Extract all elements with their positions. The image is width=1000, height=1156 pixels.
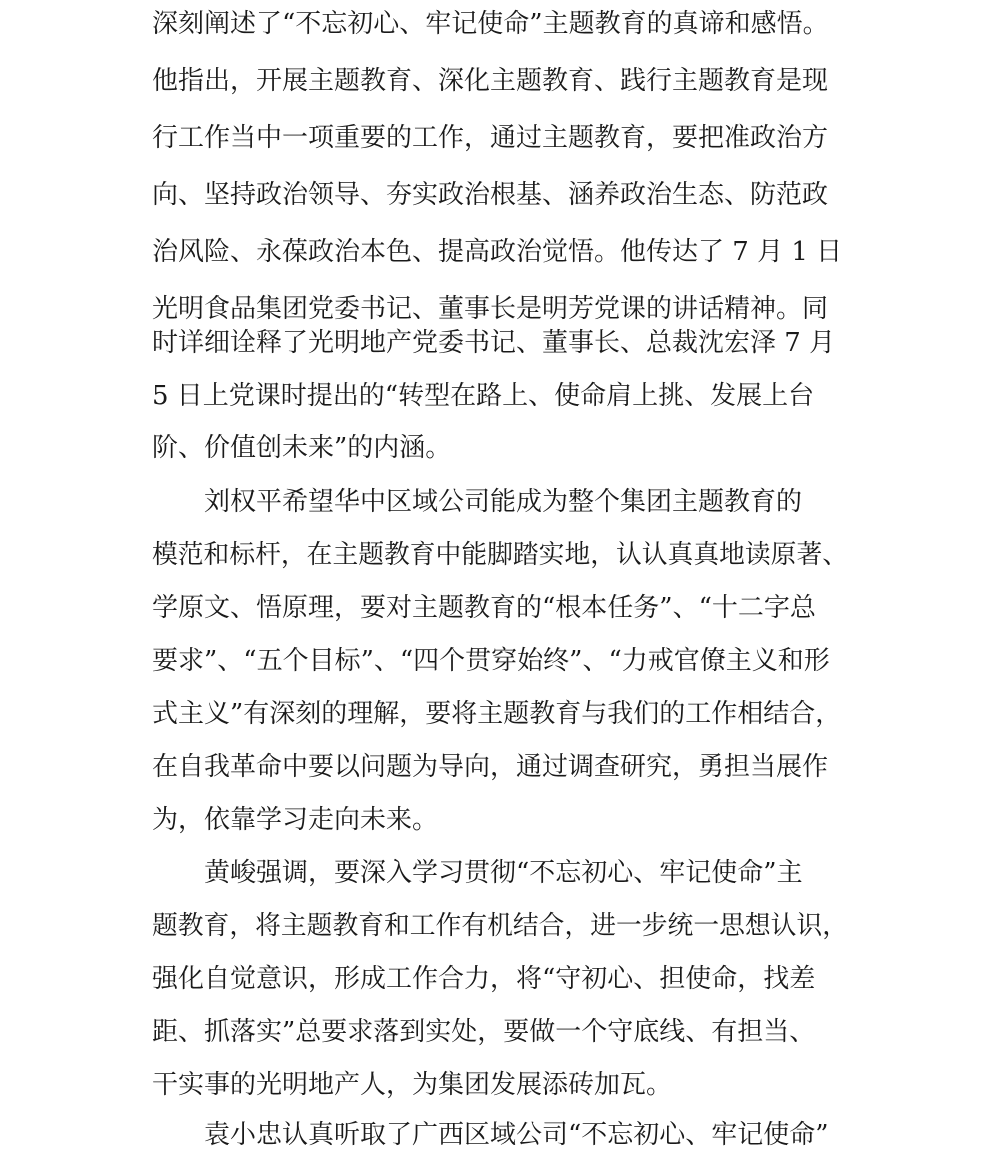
text-line: 在自我革命中要以问题为导向，通过调查研究，勇担当展作	[152, 752, 829, 782]
text-line: 距、抓落实”总要求落到实处，要做一个守底线、有担当、	[152, 1017, 816, 1047]
text-line: 干实事的光明地产人，为集团发展添砖加瓦。	[152, 1070, 673, 1100]
text-line: 向、坚持政治领导、夯实政治根基、涵养政治生态、防范政	[152, 180, 829, 210]
paragraph-start-line: 刘权平希望华中区域公司能成为整个集团主题教育的	[204, 487, 803, 517]
text-line: 强化自觉意识，形成工作合力，将“守初心、担使命，找差	[152, 964, 816, 994]
text-line: 要求”、“五个目标”、“四个贯穿始终”、“力戒官僚主义和形	[152, 646, 830, 676]
text-line: 深刻阐述了“不忘初心、牢记使命”主题教育的真谛和感悟。	[152, 9, 829, 39]
text-line: 5 日上党课时提出的“转型在路上、使命肩上挑、发展上台	[152, 381, 815, 411]
paragraph-start-line: 黄峻强调，要深入学习贯彻“不忘初心、牢记使命”主	[204, 858, 803, 888]
text-line: 时详细诠释了光明地产党委书记、董事长、总裁沈宏泽 7 月	[152, 328, 836, 358]
text-line: 模范和标杆，在主题教育中能脚踏实地，认认真真地读原著、	[152, 540, 849, 570]
text-line: 学原文、悟原理，要对主题教育的“根本任务”、“十二字总	[152, 593, 816, 623]
text-line: 题教育，将主题教育和工作有机结合，进一步统一思想认识，	[152, 911, 849, 941]
text-line: 式主义”有深刻的理解，要将主题教育与我们的工作相结合，	[152, 699, 842, 729]
text-line: 光明食品集团党委书记、董事长是明芳党课的讲话精神。同	[152, 294, 829, 324]
text-line: 为，依靠学习走向未来。	[152, 805, 439, 835]
text-line: 治风险、永葆政治本色、提高政治觉悟。他传达了 7 月 1 日	[152, 237, 843, 267]
text-line: 他指出，开展主题教育、深化主题教育、践行主题教育是现	[152, 66, 829, 96]
text-line: 阶、价值创未来”的内涵。	[152, 433, 452, 463]
text-line: 行工作当中一项重要的工作，通过主题教育，要把准政治方	[152, 123, 829, 153]
paragraph-start-line: 袁小忠认真听取了广西区域公司“不忘初心、牢记使命”	[204, 1120, 829, 1150]
